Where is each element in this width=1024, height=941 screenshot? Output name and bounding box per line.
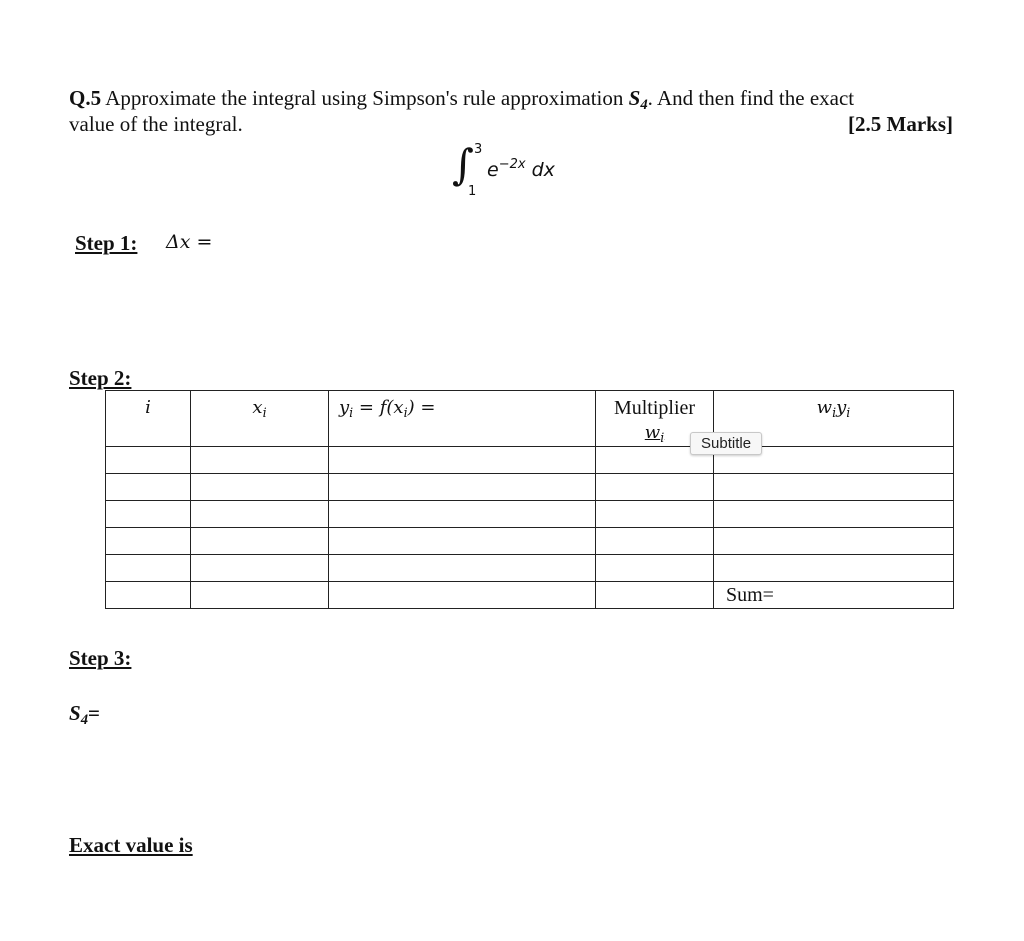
step-1-label: Step 1: [75,231,138,255]
integral-lower-limit: 1 [468,184,477,199]
marks-label: [2.5 Marks] [848,112,953,136]
header-xi: $x_i$ [191,391,329,447]
header-i: i [106,391,191,447]
question-text-cont: . And then find the exact [647,86,855,110]
table-cell[interactable] [714,474,954,501]
table-row [106,501,954,528]
table-cell[interactable] [329,474,596,501]
table-cell[interactable] [714,555,954,582]
table-cell[interactable] [106,582,191,609]
integrand: $e^{-2x}$ dx [487,157,555,181]
question-line-2: value of the integral. [69,112,243,136]
table-cell[interactable] [596,474,714,501]
step-2-label: Step 2: [69,366,132,390]
table-cell[interactable] [714,528,954,555]
header-yi: $y_i = f(x_i)$ = [329,391,596,447]
table-cell[interactable] [329,501,596,528]
table-cell[interactable] [106,555,191,582]
table-cell[interactable] [714,501,954,528]
table-cell[interactable] [596,555,714,582]
table-cell[interactable] [596,501,714,528]
integral-sign: ∫ [452,140,474,189]
table-cell[interactable] [106,501,191,528]
table-cell[interactable] [106,528,191,555]
table-sum-row [106,582,954,609]
simpson-table [105,390,954,609]
table-cell[interactable] [329,528,596,555]
table-cell[interactable] [191,501,329,528]
table-cell[interactable] [191,447,329,474]
table-cell[interactable] [191,582,329,609]
sum-label: Sum= [714,582,954,609]
integral-upper-limit: 3 [474,142,483,157]
table-cell[interactable] [191,528,329,555]
exact-value-label: Exact value is [69,833,193,857]
table-row [106,447,954,474]
s4-expression: $S_4=$ [69,701,100,728]
table-cell[interactable] [106,474,191,501]
table-cell[interactable] [596,528,714,555]
table-cell[interactable] [329,582,596,609]
table-row [106,555,954,582]
integral-expression [452,140,592,210]
simpson-symbol: $S_4$ [628,86,648,113]
question-text: Approximate the integral using Simpson's rule approximation [105,86,624,110]
table-cell[interactable] [329,555,596,582]
table-cell[interactable] [191,474,329,501]
table-cell[interactable] [106,447,191,474]
header-wiyi: $w_iy_i$ [714,391,954,447]
table-row [106,528,954,555]
table-header-row [106,391,954,447]
table-cell[interactable] [596,582,714,609]
question-number: Q.5 [69,86,102,110]
delta-x-expression: Δx = [166,231,213,253]
table-row [106,474,954,501]
table-cell[interactable] [191,555,329,582]
table-cell[interactable] [329,447,596,474]
step-3-label: Step 3: [69,646,132,670]
question-line-1 [69,86,855,113]
header-multiplier: Multiplier $w_i$ [596,391,714,447]
subtitle-tooltip: Subtitle [690,432,762,455]
